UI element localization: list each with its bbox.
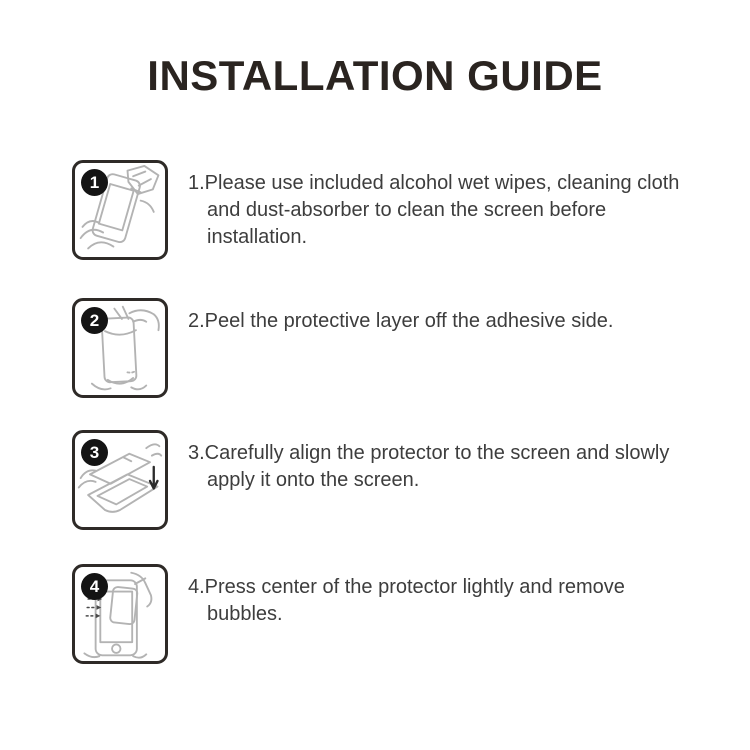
step-4-text: 4.Press center of the protector lightly and remove bubbles. [188, 576, 625, 625]
page-title: INSTALLATION GUIDE [147, 52, 603, 99]
step-row-2 [72, 298, 693, 398]
step-2-illustration-box [72, 298, 168, 398]
step-2-number-badge: 2 [81, 307, 108, 334]
step-3-number-badge: 3 [81, 439, 108, 466]
step-1-text: 1.Please use included alcohol wet wipes, cleaning cloth and dust-absorber to clean the screen before installation. [188, 172, 680, 248]
orange-divider-rule [58, 117, 695, 123]
step-row-4 [72, 564, 693, 664]
step-2-text: 2.Peel the protective layer off the adhesive side. [188, 310, 614, 332]
step-row-3 [72, 430, 693, 530]
step-1-number-badge: 1 [81, 169, 108, 196]
step-1-illustration-box [72, 160, 168, 260]
step-4-number-badge: 4 [81, 573, 108, 600]
step-row-1 [72, 160, 693, 260]
step-4-illustration-box [72, 564, 168, 664]
step-3-text: 3.Carefully align the protector to the screen and slowly apply it onto the screen. [188, 442, 670, 491]
step-3-illustration-box [72, 430, 168, 530]
